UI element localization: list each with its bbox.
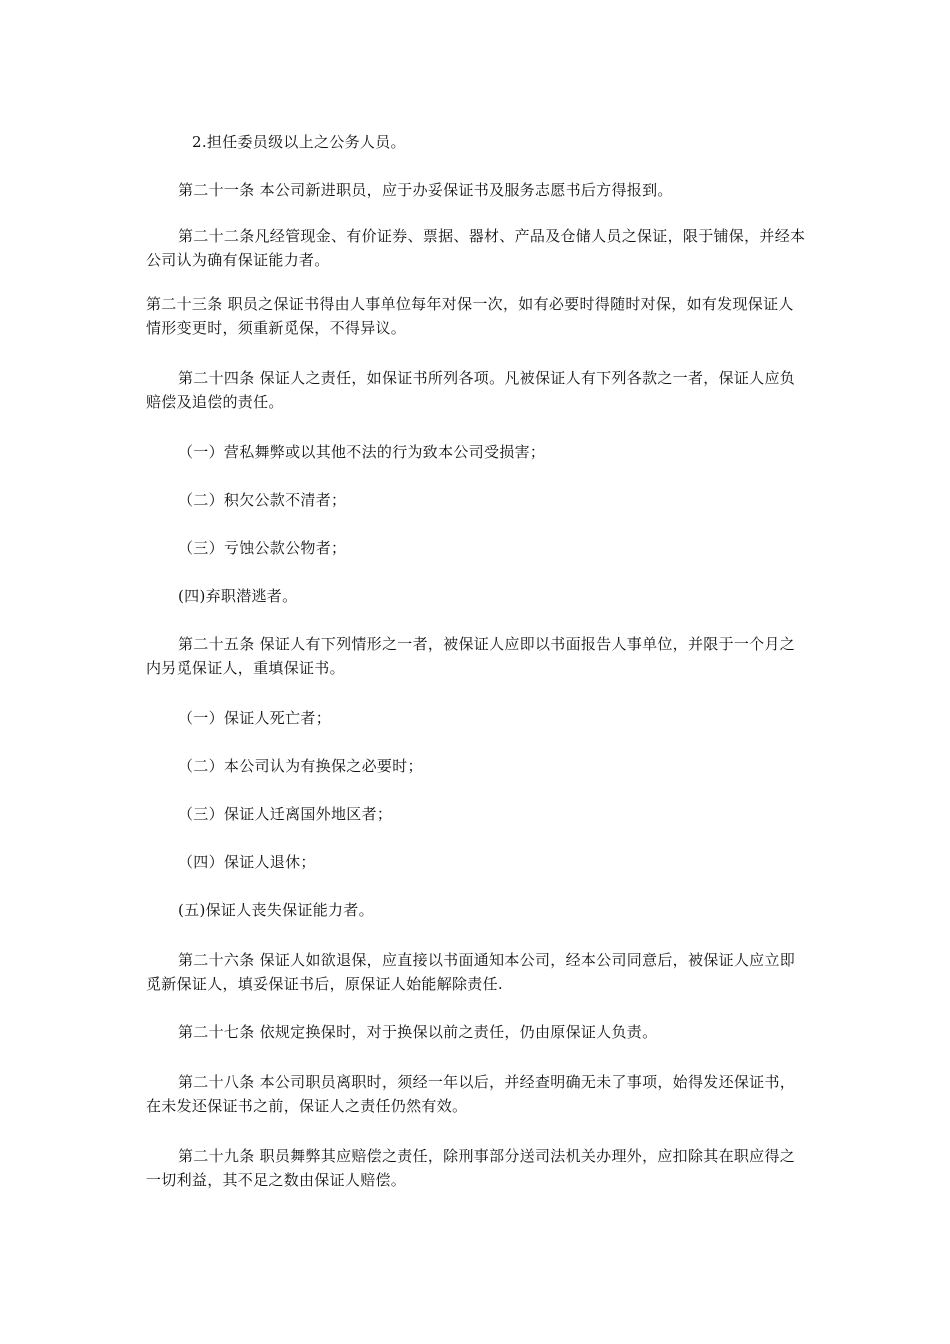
list-item: （一）保证人死亡者； — [178, 709, 332, 727]
list-item: （二）积欠公款不清者； — [178, 491, 347, 509]
list-item: （二）本公司认为有换保之必要时； — [178, 757, 423, 775]
list-item: (四)弃职潜逃者。 — [178, 587, 298, 605]
article-28: 第二十八条 本公司职员离职时，须经一年以后，并经查明确无未了事项，始得发还保证书，在未发还保证书之前，保证人之责任仍然有效。 — [146, 1073, 796, 1115]
article-26: 第二十六条 保证人如欲退保，应直接以书面通知本公司，经本公司同意后，被保证人应立即觅新保证人，填妥保证书后，原保证人始能解除责任. — [146, 951, 796, 993]
article-25: 第二十五条 保证人有下列情形之一者，被保证人应即以书面报告人事单位，并限于一个月之内另觅保证人，重填保证书。 — [146, 635, 796, 677]
list-item: （一）营私舞弊或以其他不法的行为致本公司受损害； — [178, 443, 546, 461]
list-item: （四）保证人退休； — [178, 853, 316, 871]
article-23: 第二十三条 职员之保证书得由人事单位每年对保一次，如有必要时得随时对保，如有发现保证人情形变更时，须重新觅保，不得异议。 — [146, 295, 794, 337]
article-21: 第二十一条 本公司新进职员，应于办妥保证书及服务志愿书后方得报到。 — [178, 181, 673, 199]
list-item: （三）亏蚀公款公物者； — [178, 539, 347, 557]
list-item: 2.担任委员级以上之公务人员。 — [192, 133, 406, 151]
list-item: (五)保证人丧失保证能力者。 — [178, 901, 374, 919]
article-22: 第二十二条凡经管现金、有价证券、票据、器材、产品及仓储人员之保证，限于铺保，并经本公司认为确有保证能力者。 — [146, 227, 806, 269]
article-27: 第二十七条 依规定换保时，对于换保以前之责任，仍由原保证人负责。 — [178, 1023, 658, 1041]
list-item: （三）保证人迁离国外地区者； — [178, 805, 393, 823]
article-24: 第二十四条 保证人之责任，如保证书所列各项。凡被保证人有下列各款之一者，保证人应负赔偿及追偿的责任。 — [146, 369, 796, 411]
article-29: 第二十九条 职员舞弊其应赔偿之责任，除刑事部分送司法机关办理外，应扣除其在职应得之一切利益，其不足之数由保证人赔偿。 — [146, 1147, 796, 1189]
